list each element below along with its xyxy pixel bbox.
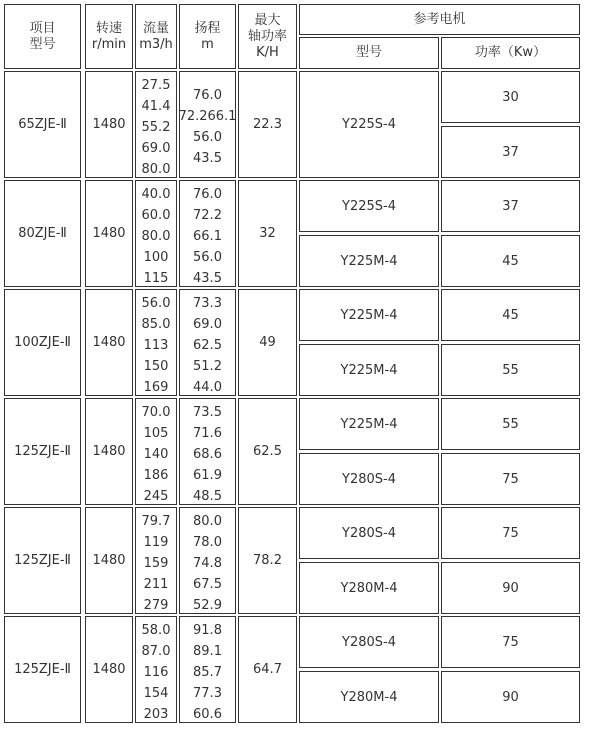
motor-kw-cell [441,616,580,668]
header-power-line3: K/H [256,44,279,60]
motor-model-cell [299,671,439,723]
power-cell [238,180,297,287]
head-value: 43.5 [193,271,222,286]
header-head-line2: m [201,36,214,52]
power-cell [238,398,297,505]
flow-value: 159 [143,556,169,571]
speed-value: 1480 [92,662,126,677]
motor-kw-cell [441,180,580,232]
power-value: 32 [259,226,276,241]
motor-kw-cell [441,453,580,505]
motor-model-value: Y280S-4 [342,471,396,487]
head-value: 48.5 [193,489,222,504]
flow-value: 140 [143,447,169,462]
flow-cell [135,180,177,287]
motor-model-cell [299,71,439,178]
motor-model-cell [299,289,439,341]
model-value: 125ZJE-Ⅱ [14,444,71,459]
header-motor-power [441,37,580,69]
motor-kw-value: 90 [502,689,519,705]
flow-value: 69.0 [141,141,171,156]
motor-model-value: Y280S-4 [342,525,396,541]
head-value: 76.0 [193,88,222,103]
speed-value: 1480 [92,444,126,459]
head-value: 43.5 [193,151,222,166]
head-value: 80.0 [193,514,222,529]
motor-kw-value: 75 [502,525,519,541]
flow-value: 58.0 [141,623,171,638]
head-value: 77.3 [193,686,222,701]
power-cell [238,507,297,614]
header-model-line1: 项目 [29,20,56,36]
motor-model-cell [299,507,439,559]
flow-value: 113 [143,338,169,353]
speed-value: 1480 [92,117,126,132]
motor-model-value: Y280S-4 [342,634,396,650]
flow-value: 116 [143,665,169,680]
header-head-line1: 扬程 [194,20,221,36]
header-power-line2: 轴功率 [247,28,287,44]
motor-model-value: Y225M-4 [340,362,398,378]
motor-kw-cell [441,289,580,341]
head-value: 52.9 [193,598,222,613]
speed-value: 1480 [92,226,126,241]
flow-value: 186 [143,468,169,483]
head-value: 73.5 [193,405,222,420]
model-cell [4,616,81,723]
power-value: 64.7 [253,662,282,677]
flow-value: 27.5 [141,78,171,93]
flow-value: 70.0 [141,405,171,420]
head-cell [179,398,236,505]
header-speed [85,4,133,69]
motor-kw-value: 75 [502,634,519,650]
head-value: 60.6 [193,707,222,722]
power-value: 62.5 [253,444,282,459]
speed-cell [85,507,133,614]
power-value: 78.2 [253,553,282,568]
head-value: 85.7 [193,665,222,680]
head-value: 89.1 [193,644,222,659]
motor-kw-cell [441,126,580,178]
motor-model-cell [299,562,439,614]
head-value: 44.0 [193,380,222,395]
flow-value: 100 [143,250,169,265]
model-cell [4,398,81,505]
speed-cell [85,289,133,396]
head-value: 76.0 [193,187,222,202]
motor-model-cell [299,235,439,287]
flow-cell [135,71,177,178]
motor-model-cell [299,616,439,668]
header-flow-line2: m3/h [139,36,173,52]
motor-kw-cell [441,235,580,287]
speed-cell [85,398,133,505]
flow-value: 41.4 [141,99,171,114]
model-cell [4,71,81,178]
header-motor-model [299,37,439,69]
motor-model-value: Y225M-4 [340,416,398,432]
header-motor-group-label: 参考电机 [413,11,466,27]
motor-kw-value: 75 [502,471,519,487]
flow-value: 203 [143,707,169,722]
flow-value: 56.0 [141,296,171,311]
head-cell [179,616,236,723]
flow-value: 279 [143,598,169,613]
header-speed-line2: r/min [91,36,127,52]
motor-kw-cell [441,507,580,559]
head-cell [179,71,236,178]
head-value: 71.6 [193,426,222,441]
power-cell [238,71,297,178]
motor-kw-cell [441,398,580,450]
head-value: 68.6 [193,447,222,462]
motor-kw-value: 37 [502,198,519,214]
flow-value: 79.7 [141,514,171,529]
flow-value: 211 [143,577,169,592]
head-value: 73.3 [193,296,222,311]
motor-model-value: Y280M-4 [340,689,398,705]
head-value: 72.2 [193,208,222,223]
header-head [179,4,236,69]
motor-model-value: Y280M-4 [340,580,398,596]
motor-kw-cell [441,344,580,396]
flow-value: 60.0 [141,208,171,223]
head-value: 74.8 [193,556,222,571]
model-cell [4,180,81,287]
motor-model-value: Y225M-4 [340,253,398,269]
head-cell [179,180,236,287]
flow-value: 40.0 [141,187,171,202]
speed-cell [85,616,133,723]
speed-value: 1480 [92,553,126,568]
motor-kw-value: 45 [502,307,519,323]
motor-model-value: Y225S-4 [342,198,396,214]
flow-cell [135,507,177,614]
motor-model-cell [299,453,439,505]
flow-value: 169 [143,380,169,395]
head-value: 66.1 [193,229,222,244]
flow-value: 245 [143,489,169,504]
head-value: 56.0 [193,130,222,145]
flow-cell [135,616,177,723]
model-value: 125ZJE-Ⅱ [14,662,71,677]
head-value: 72.266.1 [178,109,237,124]
flow-value: 105 [143,426,169,441]
flow-value: 154 [143,686,169,701]
motor-kw-value: 90 [502,580,519,596]
head-cell [179,507,236,614]
header-speed-line1: 转速 [95,20,122,36]
model-value: 125ZJE-Ⅱ [14,553,71,568]
power-cell [238,289,297,396]
motor-kw-cell [441,562,580,614]
header-motor-model-label: 型号 [355,45,382,60]
power-value: 22.3 [253,117,282,132]
header-power [238,4,297,69]
model-value: 65ZJE-Ⅱ [18,117,67,132]
flow-value: 119 [143,535,169,550]
motor-kw-value: 55 [502,416,519,432]
motor-kw-value: 55 [502,362,519,378]
model-value: 80ZJE-Ⅱ [18,226,67,241]
motor-model-value: Y225M-4 [340,307,398,323]
motor-model-cell [299,344,439,396]
flow-value: 80.0 [141,162,171,177]
head-value: 56.0 [193,250,222,265]
header-model [4,4,81,69]
motor-model-cell [299,398,439,450]
flow-value: 80.0 [141,229,171,244]
head-cell [179,289,236,396]
flow-cell [135,398,177,505]
flow-value: 115 [143,271,169,286]
flow-cell [135,289,177,396]
model-cell [4,289,81,396]
speed-cell [85,180,133,287]
header-flow-line1: 流量 [142,20,169,36]
head-value: 69.0 [193,317,222,332]
flow-value: 55.2 [141,120,171,135]
motor-model-cell [299,180,439,232]
head-value: 78.0 [193,535,222,550]
flow-value: 85.0 [141,317,171,332]
head-value: 91.8 [193,623,222,638]
flow-value: 150 [143,359,169,374]
header-model-line2: 型号 [29,36,56,52]
head-value: 62.5 [193,338,222,353]
flow-value: 87.0 [141,644,171,659]
header-power-line1: 最大 [254,12,281,28]
motor-kw-value: 45 [502,253,519,269]
model-value: 100ZJE-Ⅱ [14,335,71,350]
power-cell [238,616,297,723]
head-value: 61.9 [193,468,222,483]
header-flow [135,4,177,69]
motor-kw-cell [441,71,580,123]
motor-kw-value: 37 [502,144,519,160]
head-value: 51.2 [193,359,222,374]
model-cell [4,507,81,614]
motor-model-value: Y225S-4 [342,117,396,132]
power-value: 49 [259,335,276,350]
header-motor-group [299,4,580,35]
header-motor-power-label: 功率（Kw） [474,45,547,60]
speed-cell [85,71,133,178]
speed-value: 1480 [92,335,126,350]
motor-kw-value: 30 [502,89,519,105]
head-value: 67.5 [193,577,222,592]
motor-kw-cell [441,671,580,723]
